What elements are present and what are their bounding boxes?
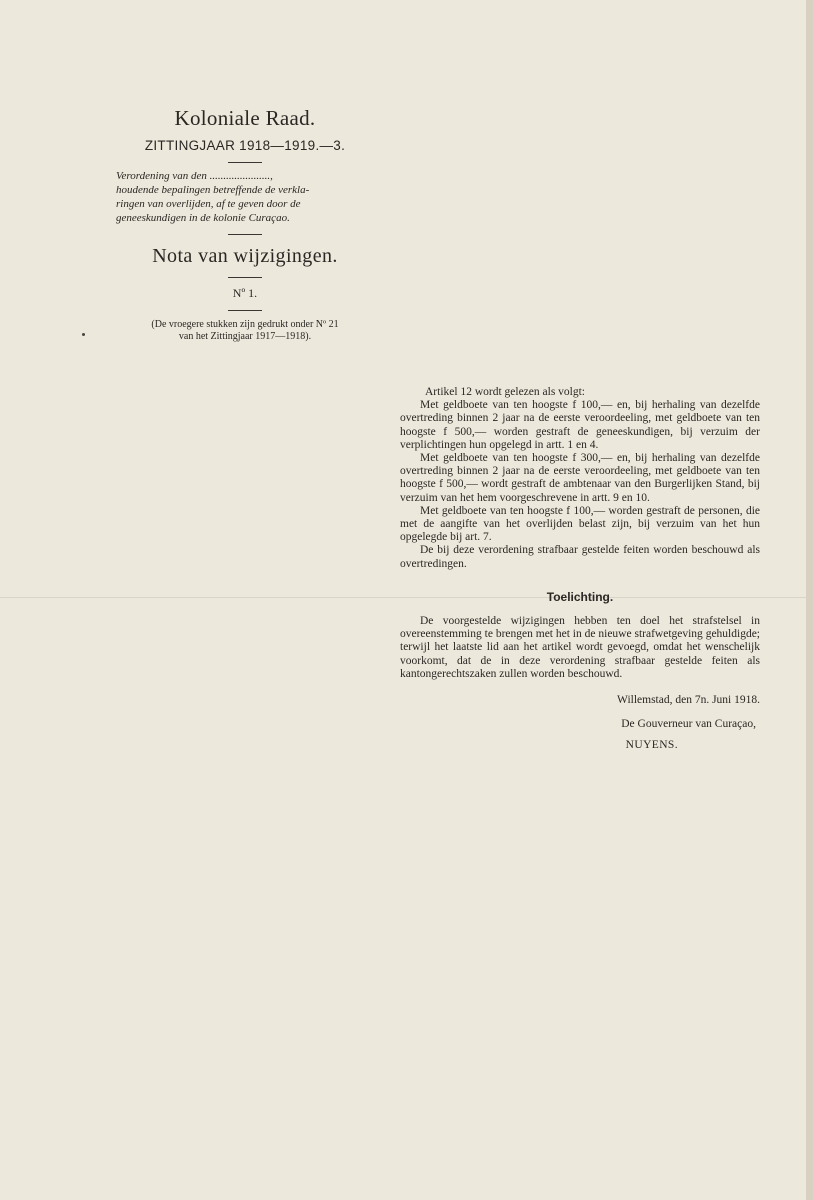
divider [228, 277, 262, 278]
document-number: Nº 1. [232, 286, 258, 300]
document-header [110, 106, 380, 343]
subject-line: ringen van overlijden, af te geven door de [116, 198, 301, 210]
toelichting-heading: Toelichting. [546, 589, 614, 604]
article-intro: Artikel 12 wordt gelezen als volgt: [425, 386, 586, 398]
article-paragraph: Met geldboete van ten hoogste f 100,— en, bij herhaling van dezelfde overtreding binnen 2 jaar na de eerste veroordeeling, met geldboete van ten hoogste f 500,— worden gestraft de geneeskundigen, bij verzuim der verplichtingen hun opgelegd in artt. 1 en 4. [400, 399, 760, 451]
article-paragraph: De bij deze verordening strafbaar gestelde feiten worden beschouwd als overtredingen. [400, 544, 760, 570]
divider [228, 234, 262, 235]
paper-speck [82, 333, 85, 336]
signatory-title: De Gouverneur van Curaçao, [621, 718, 756, 731]
toelichting-text: De voorgestelde wijzigingen hebben ten doel het strafstelsel in overeenstemming te brengen met het in de nieuwe strafwetgeving gehuldigde; terwijl het laatste lid aan het artikel wordt gevoegd, omdat het wenschelijk voorkomt, dat de in deze verordening strafbaar gestelde feiten als kantongerechtszaken zullen worden beschouwd. [400, 615, 760, 680]
note-line: (De vroegere stukken zijn gedrukt onder Nº 21 [151, 319, 339, 330]
divider [228, 162, 262, 163]
document-body [400, 386, 760, 753]
page-edge [806, 0, 813, 1200]
subject-line: geneeskundigen in de kolonie Curaçao. [116, 212, 290, 224]
subject-line: Verordening van den ......................, [116, 170, 273, 182]
council-title: Koloniale Raad. [174, 106, 316, 130]
nota-title: Nota van wijzigingen. [152, 245, 338, 267]
divider [228, 310, 262, 311]
signatory-name: NUYENS. [625, 739, 678, 752]
article-paragraph: Met geldboete van ten hoogste f 300,— en, bij herhaling van dezelfde overtreding binnen 2 jaar na de eerste veroordeeling, met geldboete van ten hoogste f 500,— wordt gestraft de ambtenaar van den Burgerlijken Stand, bij verzuim van het hem voorgeschrevene in artt. 9 en 10. [400, 452, 760, 504]
place-date: Willemstad, den 7n. Juni 1918. [617, 694, 760, 707]
earlier-documents-note [110, 319, 380, 343]
article-paragraph: Met geldboete van ten hoogste f 100,— worden gestraft de personen, die met de aangifte van het overlijden belast zijn, bij verzuim van het hun opgelegde bij art. 7. [400, 504, 760, 544]
ordinance-subject [110, 169, 380, 225]
note-line: van het Zittingjaar 1917—1918). [178, 331, 312, 342]
subject-line: houdende bepalingen betreffende de verkla- [116, 184, 310, 196]
session-year: ZITTINGJAAR 1918—1919.—3. [144, 138, 346, 153]
